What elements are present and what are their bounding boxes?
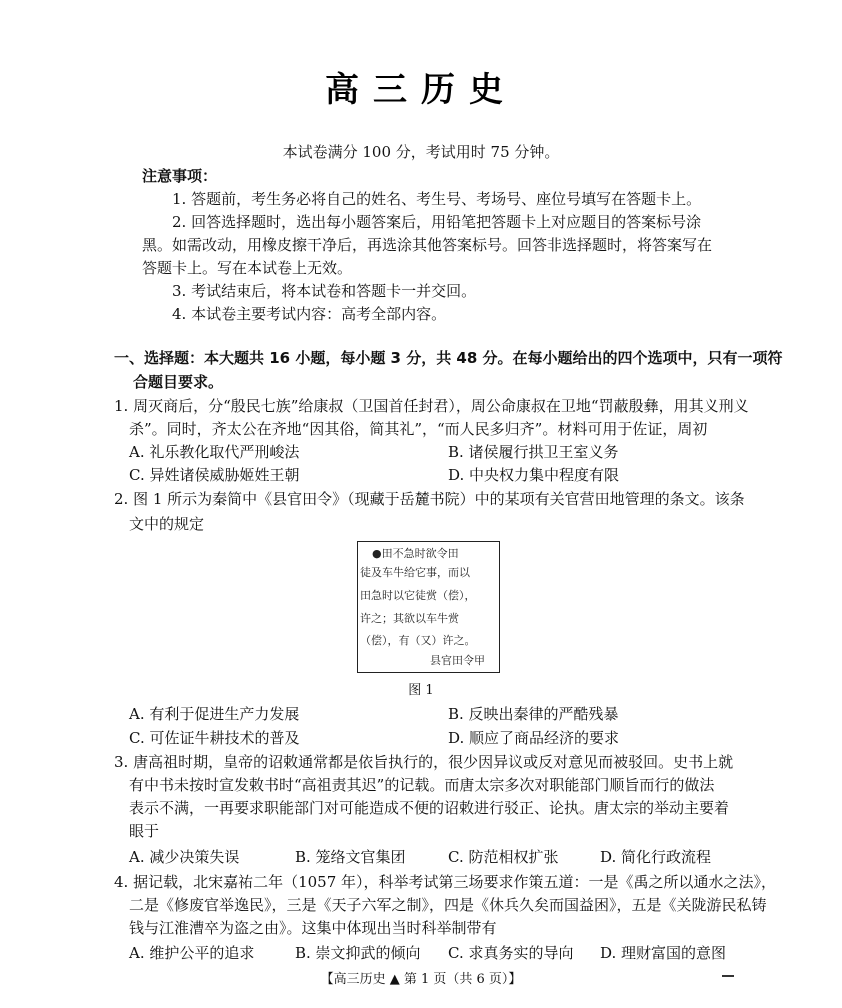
- page-footer: 【高三历史 ▲ 第 1 页（共 6 页）】: [320, 972, 522, 987]
- figure-line: 徒及车牛给它事，而以: [360, 566, 470, 579]
- option-d: D. 简化行政流程: [600, 848, 712, 866]
- notice-line: 1. 答题前，考生务必将自己的姓名、考生号、考场号、座位号填写在答题卡上。: [172, 190, 702, 208]
- notice-heading: 注意事项：: [142, 167, 218, 185]
- option-a: A. 有利于促进生产力发展: [129, 705, 300, 723]
- question-text: 3. 唐高祖时期，皇帝的诏敕通常都是依旨执行的，很少因异议或反对意见而被驳回。史书上就: [114, 753, 734, 771]
- option-b: B. 反映出秦律的严酷残暴: [448, 705, 619, 723]
- figure-caption: 图 1: [408, 683, 434, 698]
- question-text: 4. 据记载，北宋嘉祐二年（1057 年），科举考试第三场要求作策五道：一是《禹之所以通水之法》，: [114, 873, 777, 891]
- question-text: 二是《修废官举逸民》，三是《天子六军之制》，四是《休兵久矣而国益困》，五是《关陇游民私铸: [129, 896, 767, 914]
- option-d: D. 理财富国的意图: [600, 944, 727, 962]
- notice-line: 答题卡上。写在本试卷上无效。: [142, 259, 353, 277]
- figure-line: 许之；其欲以车牛赏: [360, 612, 459, 625]
- figure-line: ●田不急时欲令田: [372, 547, 459, 560]
- question-text: 1. 周灭商后，分“殷民七族”给康叔（卫国首任封君），周公命康叔在卫地“罚蔽殷彝，用其义刑义: [114, 397, 749, 415]
- option-a: A. 礼乐教化取代严刑峻法: [129, 443, 300, 461]
- question-text: 2. 图 1 所示为秦简中《县官田令》（现藏于岳麓书院）中的某项有关官营田地管理的条文。该条: [114, 490, 745, 508]
- option-b: B. 崇文抑武的倾向: [295, 944, 421, 962]
- option-b: B. 笼络文官集团: [295, 848, 406, 866]
- section-heading: 合题目要求。: [133, 373, 224, 391]
- section-heading: 一、选择题：本大题共 16 小题，每小题 3 分，共 48 分。在每小题给出的四个选项中，只有一项符: [114, 349, 783, 367]
- option-b: B. 诸侯履行拱卫王室义务: [448, 443, 619, 461]
- option-c: C. 求真务实的导向: [448, 944, 574, 962]
- option-a: A. 减少决策失误: [129, 848, 240, 866]
- notice-line: 4. 本试卷主要考试内容：高考全部内容。: [172, 305, 447, 323]
- page-mark: [722, 975, 734, 977]
- option-d: D. 中央权力集中程度有限: [448, 466, 620, 484]
- question-text: 有中书未按时宣发敕书时“高祖责其迟”的记载。而唐太宗多次对职能部门顺旨而行的做法: [129, 776, 715, 794]
- option-c: C. 异姓诸侯威胁姬姓王朝: [129, 466, 300, 484]
- question-text: 眼于: [129, 822, 160, 840]
- figure-line: 田急时以它徒赏（偿），: [360, 589, 476, 602]
- question-text: 杀”。同时，齐太公在齐地“因其俗，简其礼”，“而人民多归齐”。材料可用于佐证，周初: [129, 420, 708, 438]
- exam-subtitle: 本试卷满分 100 分，考试用时 75 分钟。: [282, 143, 560, 161]
- option-d: D. 顺应了商品经济的要求: [448, 729, 620, 747]
- notice-line: 3. 考试结束后，将本试卷和答题卡一并交回。: [172, 282, 477, 300]
- option-c: C. 可佐证牛耕技术的普及: [129, 729, 300, 747]
- question-text: 表示不满，一再要求职能部门对可能造成不便的诏敕进行驳正、论执。唐太宗的举动主要着: [129, 799, 730, 817]
- notice-line: 黑。如需改动，用橡皮擦干净后，再选涂其他答案标号。回答非选择题时，将答案写在: [142, 236, 713, 254]
- figure-line: 县官田令甲: [430, 654, 485, 667]
- option-a: A. 维护公平的追求: [129, 944, 255, 962]
- question-text: 钱与江淮漕卒为盗之由》。这集中体现出当时科举制带有: [129, 919, 497, 937]
- question-text: 文中的规定: [129, 515, 205, 533]
- bamboo-slip-figure: [357, 541, 500, 673]
- notice-line: 2. 回答选择题时，选出每小题答案后，用铅笔把答题卡上对应题目的答案标号涂: [172, 213, 702, 231]
- figure-line: （偿），有（又）许之。: [360, 634, 476, 647]
- page-title: 高三历史: [325, 70, 517, 110]
- option-c: C. 防范相权扩张: [448, 848, 559, 866]
